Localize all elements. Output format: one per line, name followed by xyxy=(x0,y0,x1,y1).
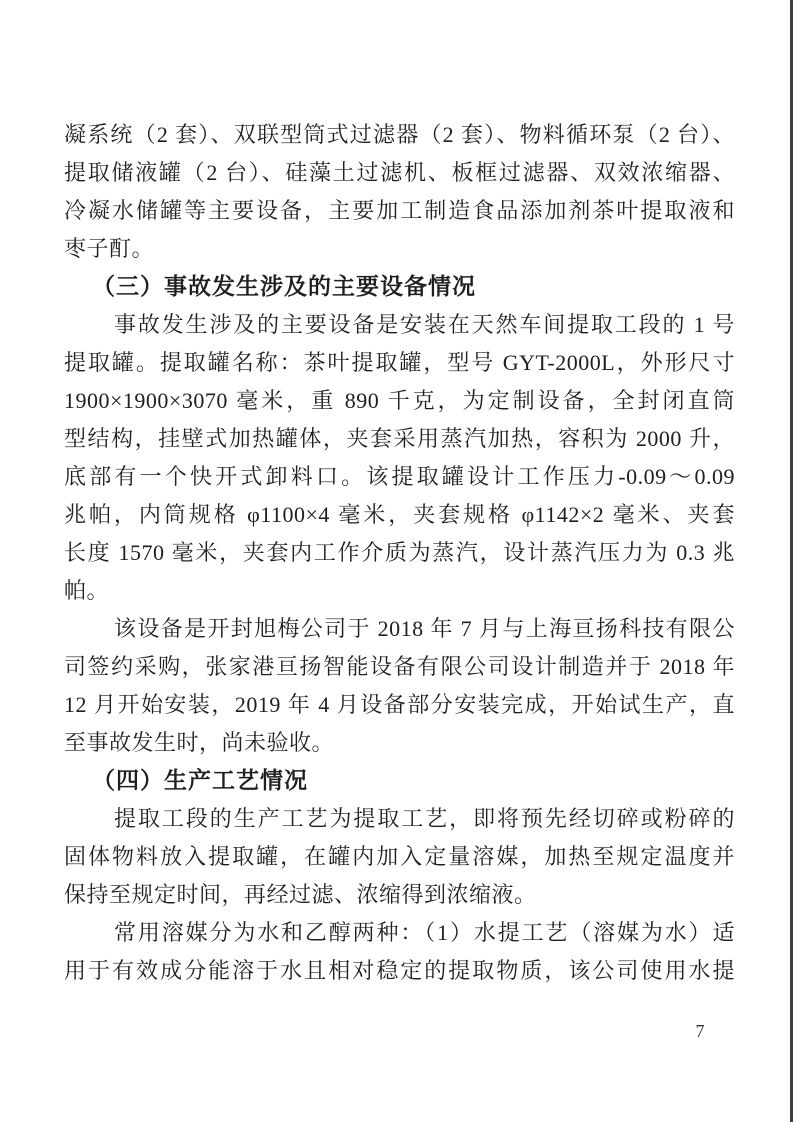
section-heading: （四）生产工艺情况 xyxy=(92,768,308,793)
text-line: 司签约采购，张家港亘扬智能设备有限公司设计制造并于 2018 年 xyxy=(64,654,735,679)
text-line: 保持至规定时间，再经过滤、浓缩得到浓缩液。 xyxy=(64,882,537,907)
text-line: 至事故发生时，尚未验收。 xyxy=(64,730,335,755)
text-line: 兆帕，内筒规格 φ1100×4 毫米，夹套规格 φ1142×2 毫米、夹套 xyxy=(64,502,735,527)
text-line: 1900×1900×3070 毫米，重 890 千克，为定制设备，全封闭直筒 xyxy=(64,388,735,413)
text-line: 该设备是开封旭梅公司于 2018 年 7 月与上海亘扬科技有限公 xyxy=(114,616,735,641)
text-line: 用于有效成分能溶于水且相对稳定的提取物质，该公司使用水提 xyxy=(64,958,735,983)
document-body xyxy=(64,116,735,990)
paragraph xyxy=(64,800,735,914)
text-line: 常用溶媒分为水和乙醇两种：（1）水提工艺（溶媒为水）适 xyxy=(114,920,735,945)
paragraph xyxy=(64,116,735,268)
page-number: 7 xyxy=(695,1021,705,1041)
text-line: 提取储液罐（2 台）、硅藻土过滤机、板框过滤器、双效浓缩器、 xyxy=(64,160,735,185)
text-line: 12 月开始安装，2019 年 4 月设备部分安装完成，开始试生产，直 xyxy=(64,692,735,717)
text-line: 固体物料放入提取罐，在罐内加入定量溶媒，加热至规定温度并 xyxy=(64,844,735,869)
paragraph xyxy=(64,306,735,610)
text-line: 型结构，挂壁式加热罐体，夹套采用蒸汽加热，容积为 2000 升， xyxy=(64,426,735,451)
text-line: 凝系统（2 套）、双联型筒式过滤器（2 套）、物料循环泵（2 台）、 xyxy=(64,122,735,147)
text-line: 提取罐。提取罐名称：茶叶提取罐，型号 GYT-2000L，外形尺寸 xyxy=(64,350,735,375)
section-heading: （三）事故发生涉及的主要设备情况 xyxy=(92,274,476,299)
scan-edge-line xyxy=(790,0,793,1122)
text-line: 提取工段的生产工艺为提取工艺，即将预先经切碎或粉碎的 xyxy=(114,806,735,831)
paragraph xyxy=(64,610,735,762)
text-line: 事故发生涉及的主要设备是安装在天然车间提取工段的 1 号 xyxy=(114,312,735,337)
text-line: 枣子酊。 xyxy=(64,236,155,261)
text-line: 帕。 xyxy=(64,578,110,603)
paragraph xyxy=(64,914,735,990)
text-line: 冷凝水储罐等主要设备，主要加工制造食品添加剂茶叶提取液和 xyxy=(64,198,735,223)
text-line: 长度 1570 毫米，夹套内工作介质为蒸汽，设计蒸汽压力为 0.3 兆 xyxy=(64,540,735,565)
text-line: 底部有一个快开式卸料口。该提取罐设计工作压力-0.09～0.09 xyxy=(64,464,735,489)
